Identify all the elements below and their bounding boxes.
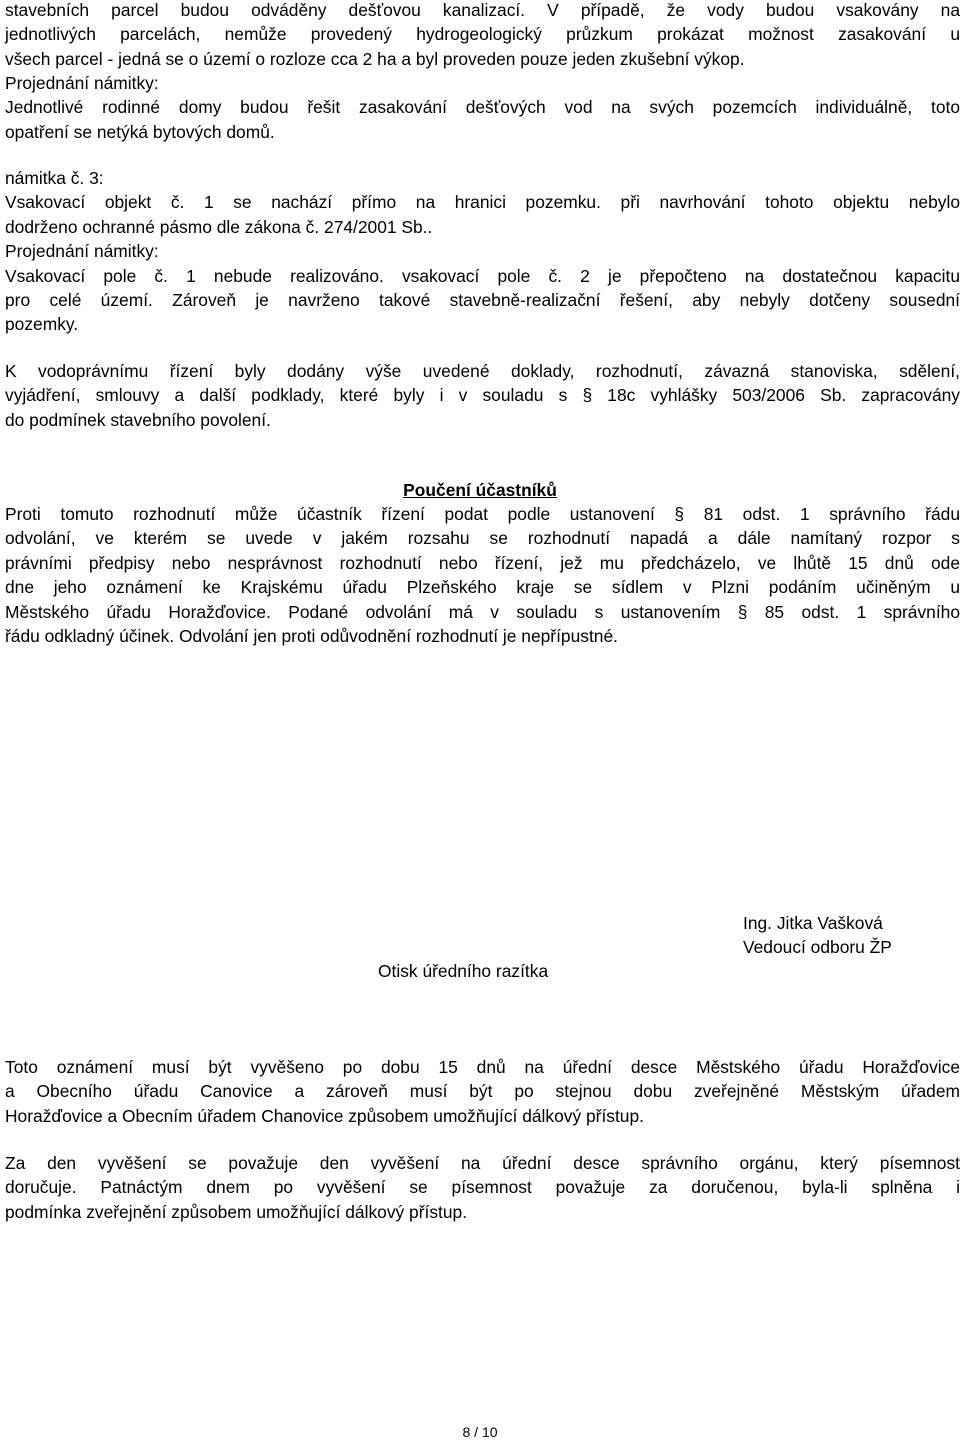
- text-line: pozemky.: [5, 314, 79, 335]
- instruction-paragraph: [5, 502, 960, 648]
- section-heading: Projednání námitky:: [5, 73, 159, 93]
- posting-paragraph: [5, 1055, 960, 1128]
- text-line: Za den vyvěšení se považuje den vyvěšení na úřední desce správního orgánu, který písemnost: [5, 1153, 960, 1173]
- objection-3: [5, 166, 960, 337]
- stamp-label: Otisk úředního razítka: [378, 961, 549, 981]
- delivery-paragraph: [5, 1151, 960, 1224]
- page-number: 8 / 10: [462, 1424, 498, 1440]
- text-line: a Obecního úřadu Canovice a zároveň musí být po stejnou dobu zveřejněné Městským úřadem: [5, 1081, 960, 1102]
- text-line: podmínka zveřejnění způsobem umožňující dálkový přístup.: [5, 1201, 468, 1222]
- text-line: všech parcel - jedná se o území o rozloze cca 2 ha a byl proveden pouze jeden zkušební výkop.: [5, 48, 745, 69]
- text-line: Vsakovací pole č. 1 nebude realizováno. vsakovací pole č. 2 je přepočteno na dostatečnou kapacitu: [5, 265, 960, 286]
- text-line: K vodoprávnímu řízení byly dodány výše uvedené doklady, rozhodnutí, závazná stanoviska, sdělení,: [5, 361, 960, 381]
- text-line: jednotlivých parcelách, nemůže provedený hydrogeologický průzkum prokázat možnost zasakování u: [5, 24, 960, 45]
- text-line: dodrženo ochranné pásmo dle zákona č. 274/2001 Sb..: [5, 216, 433, 237]
- text-line: právními předpisy nebo nesprávnost rozhodnutí nebo řízení, jež mu předcházelo, ve lhůtě 15 dnů ode: [5, 552, 960, 573]
- text-line: Jednotlivé rodinné domy budou řešit zasakování dešťových vod na svých pozemcích individuálně, toto: [5, 97, 960, 118]
- text-line: řádu odkladný účinek. Odvolání jen proti odůvodnění rozhodnutí je nepřípustné.: [5, 626, 618, 647]
- text-line: stavebních parcel budou odváděny dešťovou kanalizací. V případě, že vody budou vsakovány na: [5, 0, 960, 20]
- instruction-title: Poučení účastníků: [403, 480, 557, 500]
- text-line: odvolání, ve kterém se uvede v jakém rozsahu se rozhodnutí napadá a dále namítaný rozpor s: [5, 528, 960, 549]
- objection-resolution-1: [5, 71, 960, 144]
- text-line: Toto oznámení musí být vyvěšeno po dobu 15 dnů na úřední desce Městského úřadu Horažďovice: [5, 1057, 960, 1077]
- text-line: Vsakovací objekt č. 1 se nachází přímo na hranici pozemku. při navrhování tohoto objektu nebylo: [5, 192, 960, 213]
- section-heading: Projednání námitky:: [5, 241, 159, 262]
- text-line: vyjádření, smlouvy a další podklady, které byly i v souladu s § 18c vyhlášky 503/2006 Sb. zapracovány: [5, 385, 960, 406]
- water-law-paragraph: [5, 359, 960, 432]
- signatory-name: Ing. Jitka Vašková: [743, 913, 883, 933]
- intro-paragraph: [5, 0, 960, 71]
- text-line: do podmínek stavebního povolení.: [5, 409, 271, 430]
- text-line: Městského úřadu Horažďovice. Podané odvolání má v souladu s ustanovením § 85 odst. 1 správního: [5, 601, 960, 622]
- section-heading: námitka č. 3:: [5, 168, 104, 188]
- text-line: opatření se netýká bytových domů.: [5, 121, 275, 142]
- text-line: dne jeho oznámení ke Krajskému úřadu Plzeňského kraje se sídlem v Plzni podáním učiněným u: [5, 577, 960, 598]
- text-line: doručuje. Patnáctým dnem po vyvěšení se písemnost považuje za doručenou, byla-li splněna i: [5, 1177, 960, 1198]
- text-line: pro celé území. Zároveň je navrženo takové stavebně-realizační řešení, aby nebyly dotčeny sousední: [5, 290, 960, 311]
- instruction-title-wrap: [0, 478, 960, 502]
- text-line: Horažďovice a Obecním úřadem Chanovice způsobem umožňující dálkový přístup.: [5, 1105, 644, 1126]
- signatory-position: Vedoucí odboru ŽP: [743, 937, 892, 957]
- text-line: Proti tomuto rozhodnutí může účastník řízení podat podle ustanovení § 81 odst. 1 správního řádu: [5, 504, 960, 524]
